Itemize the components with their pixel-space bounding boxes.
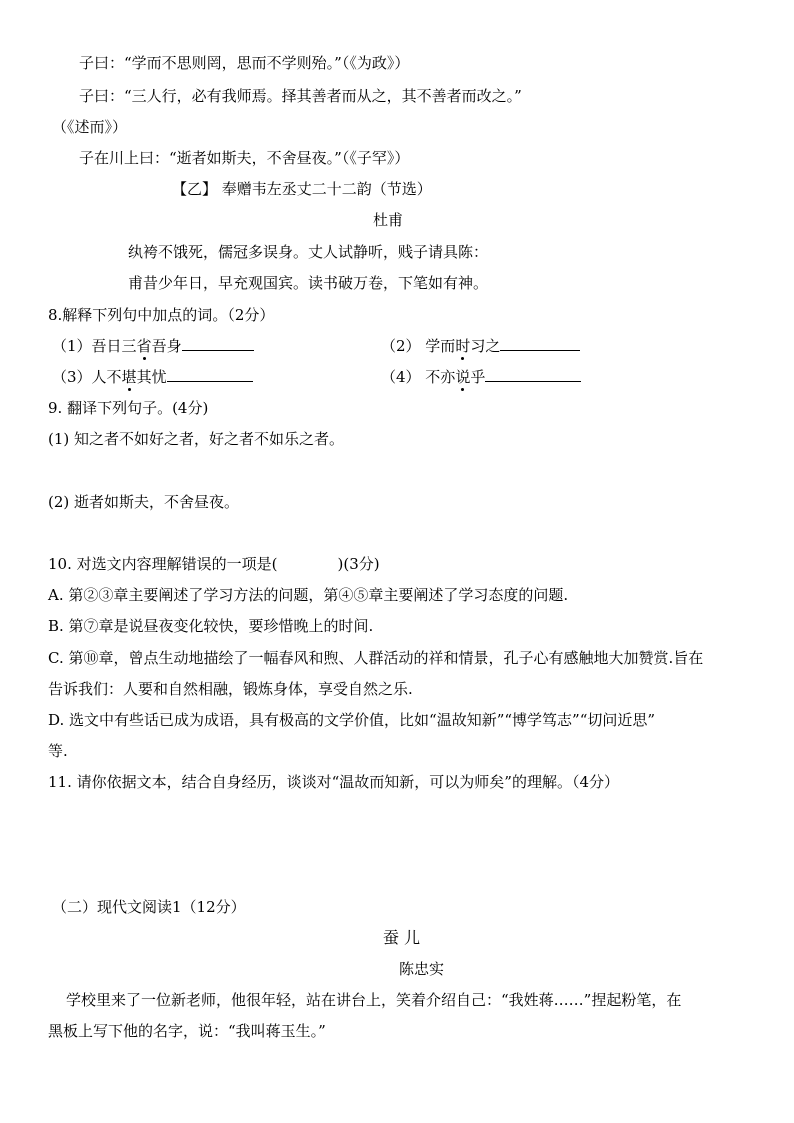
- poem-author: 杜甫: [373, 211, 404, 229]
- q10-stem: [48, 554, 380, 574]
- q8-item-4-answer-blank[interactable]: [485, 367, 581, 382]
- classics-line-3: （《述而》）: [52, 118, 128, 136]
- q8-item-4-post: 乎: [470, 368, 486, 386]
- q8-item-1-pre: （1）吾日三: [52, 337, 137, 355]
- q8-item-3-post: 其忧: [136, 368, 167, 386]
- poem-heading: 【乙】 奉赠韦左丞丈二十二韵（节选）: [172, 180, 432, 198]
- q8-item-2-answer-blank[interactable]: [500, 336, 580, 351]
- q8-item-4-pre: （4） 不亦: [381, 368, 456, 386]
- classics-line-2: 子曰：“三人行，必有我师焉。择其善者而从之，其不善者而改之。”: [79, 87, 522, 105]
- modern-paragraph-line-1: 学校里来了一位新老师，他很年轻，站在讲台上，笑着介绍自己：“我姓蒋……”捏起粉笔，在: [66, 991, 682, 1009]
- q11-stem: 11. 请你依据文本，结合自身经历，谈谈对“温故而知新，可以为师矣”的理解。（4分）: [48, 773, 620, 791]
- classics-line-4: 子在川上曰：“逝者如斯夫，不舍昼夜。”（《子罕》）: [79, 149, 410, 167]
- q8-item-2-dotted-word: 时: [455, 337, 471, 355]
- q8-item-2-post: 习之: [470, 337, 501, 355]
- q9-sentence-1: (1) 知之者不如好之者，好之者不如乐之者。: [48, 430, 345, 448]
- poem-line-1: 纨袴不饿死，儒冠多误身。丈人试静听，贱子请具陈：: [128, 243, 489, 261]
- q8-item-2: [381, 336, 580, 356]
- q8-item-4-dotted-word: 说: [455, 368, 471, 386]
- q10-stem-post: )(3分): [337, 555, 380, 573]
- q10-option-d-line-2: 等.: [48, 742, 68, 760]
- modern-paragraph-line-2: 黑板上写下他的名字，说：“我叫蒋玉生。”: [48, 1022, 326, 1040]
- q8-item-3: [52, 367, 253, 387]
- q10-option-b: B. 第⑦章是说昼夜变化较快，要珍惜晚上的时间.: [48, 617, 374, 635]
- q8-item-1-dotted-word: 省: [136, 337, 152, 355]
- q10-option-c-line-2: 告诉我们：人要和自然相融，锻炼身体，享受自然之乐.: [48, 680, 413, 698]
- q10-option-c-line-1: C. 第⑩章，曾点生动地描绘了一幅春风和煦、人群活动的祥和情景，孔子心有感触地大加赞赏.旨在: [48, 649, 704, 667]
- q8-item-3-dotted-word: 堪: [121, 368, 137, 386]
- q8-item-2-pre: （2） 学而: [381, 337, 456, 355]
- modern-article-author: 陈忠实: [399, 960, 445, 978]
- q10-option-a: A. 第②③章主要阐述了学习方法的问题，第④⑤章主要阐述了学习态度的问题.: [48, 586, 569, 604]
- classics-line-1: 子曰：“学而不思则罔，思而不学则殆。”（《为政》）: [79, 54, 410, 72]
- q8-item-1-answer-blank[interactable]: [182, 336, 254, 351]
- q8-item-1-post: 吾身: [151, 337, 182, 355]
- q9-sentence-2: (2) 逝者如斯夫，不舍昼夜。: [48, 493, 240, 511]
- modern-article-title: 蚕 儿: [383, 928, 421, 947]
- q9-stem: 9. 翻译下列句子。(4分): [48, 399, 209, 417]
- q8-item-3-answer-blank[interactable]: [167, 367, 253, 382]
- q10-option-d-line-1: D. 选文中有些话已成为成语，具有极高的文学价值，比如“温故知新”“博学笃志”“切问近思”: [48, 711, 656, 729]
- q8-item-3-pre: （3）人不: [52, 368, 122, 386]
- q8-item-1: [52, 336, 254, 356]
- poem-line-2: 甫昔少年日，早充观国宾。读书破万卷，下笔如有神。: [128, 274, 489, 292]
- modern-section-heading: （二）现代文阅读1（12分）: [52, 898, 246, 916]
- q8-item-4: [381, 367, 581, 387]
- q8-stem: 8.解释下列句中加点的词。（2分）: [48, 306, 275, 324]
- q10-stem-pre: 10. 对选文内容理解错误的一项是(: [48, 555, 278, 573]
